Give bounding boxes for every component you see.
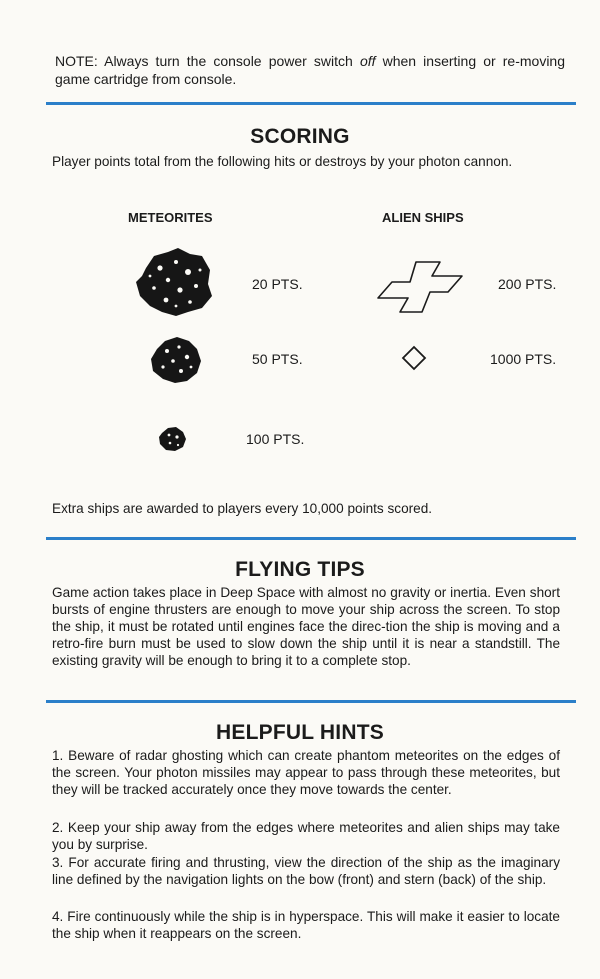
medium-meteorite-points: 50 PTS.: [252, 351, 303, 367]
console-note: [55, 52, 565, 88]
small-alien-ship-icon: [400, 344, 428, 372]
medium-meteorite-icon: [147, 335, 203, 385]
extra-ships-note: Extra ships are awarded to players every 10,000 points scored.: [52, 501, 433, 516]
section-divider: [46, 537, 576, 540]
scoring-intro: Player points total from the following hits or destroys by your photon cannon.: [52, 154, 513, 169]
note-suffix: when inserting or re-moving game cartridge from console.: [55, 53, 565, 87]
small-meteorite-icon: [156, 425, 188, 453]
section-divider: [46, 102, 576, 105]
section-divider: [46, 700, 576, 703]
meteorites-header: METEORITES: [128, 210, 213, 225]
flying-tips-title: FLYING TIPS: [235, 558, 365, 581]
scoring-title: SCORING: [250, 125, 350, 148]
hint-item: 2. Keep your ship away from the edges where meteorites and alien ships may take you by surprise.: [52, 820, 560, 852]
helpful-hints-title: HELPFUL HINTS: [216, 721, 384, 744]
large-alien-ship-icon: [374, 258, 474, 316]
large-meteorite-icon: [132, 246, 214, 318]
note-emphasis: off: [359, 53, 376, 69]
small-alien-ship-points: 1000 PTS.: [490, 351, 557, 367]
large-meteorite-points: 20 PTS.: [252, 276, 303, 292]
hint-item: 4. Fire continuously while the ship is in hyperspace. This will make it easier to locate the ship when it reappears on the screen.: [52, 909, 560, 941]
hint-item: 1. Beware of radar ghosting which can create phantom meteorites on the edges of the screen. Your photon missiles may appear to pass through these meteorites, but they will be tracked accurately once they move towards the center.: [52, 748, 560, 797]
large-alien-ship-points: 200 PTS.: [498, 276, 557, 292]
hint-item: 3. For accurate firing and thrusting, view the direction of the ship as the imaginary line defined by the navigation lights on the bow (front) and stern (back) of the ship.: [52, 855, 560, 887]
note-prefix: NOTE: Always turn the console power switch: [55, 53, 360, 69]
flying-tips-body: Game action takes place in Deep Space with almost no gravity or inertia. Even short bursts of engine thrusters are enough to move your ship across the screen. To stop the ship, it must be rotated until engines face the direc-tion the ship is moving and a retro-fire burn must be used to slow down the ship until it is near a standstill. The existing gravity will be enough to bring it to a complete stop.: [52, 585, 560, 668]
small-meteorite-points: 100 PTS.: [246, 431, 305, 447]
alien-ships-header: ALIEN SHIPS: [382, 210, 464, 225]
